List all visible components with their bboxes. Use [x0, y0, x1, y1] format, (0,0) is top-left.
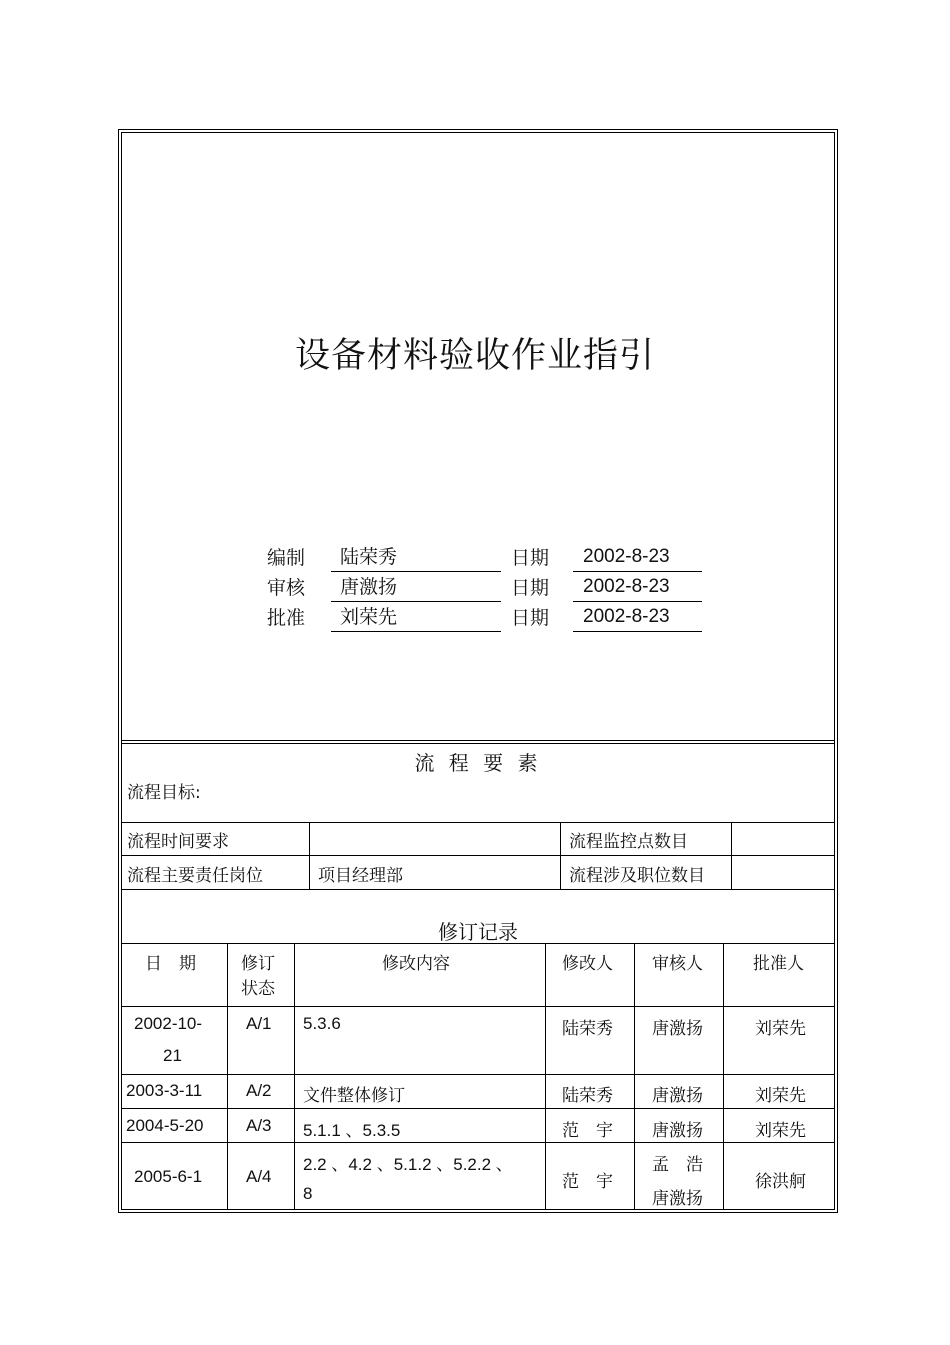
revision-status: A/2	[246, 1081, 272, 1100]
col-reviewer-header: 审核人	[652, 954, 703, 974]
col-status-header: 修订	[241, 954, 275, 974]
divider	[121, 740, 835, 741]
revision-date: 2004-5-20	[126, 1116, 204, 1135]
revision-approver: 徐洪舸	[755, 1172, 806, 1192]
col-modifier-header: 修改人	[562, 954, 613, 974]
revision-reviewer: 唐激扬	[652, 1019, 703, 1039]
revision-heading: 修订记录	[438, 920, 518, 944]
col-content-header: 修改内容	[382, 954, 450, 974]
col-approver-header: 批准人	[753, 954, 804, 974]
divider	[634, 943, 635, 1210]
divider	[121, 1108, 835, 1109]
signoff-name: 陆荣秀	[331, 543, 501, 572]
revision-content: 5.1.1 、5.3.5	[303, 1121, 401, 1140]
divider	[121, 1006, 835, 1007]
revision-date: 2005-6-1	[134, 1167, 203, 1186]
revision-reviewer: 唐激扬	[652, 1189, 703, 1209]
revision-date: 21	[163, 1046, 182, 1065]
signoff-date-label: 日期	[511, 547, 550, 569]
revision-reviewer: 唐激扬	[652, 1121, 703, 1141]
divider	[121, 943, 835, 944]
divider	[731, 822, 732, 889]
col-status-header: 状态	[241, 979, 275, 999]
revision-content: 8	[303, 1184, 313, 1203]
signoff-date-label: 日期	[511, 577, 550, 599]
revision-status: A/1	[246, 1014, 272, 1033]
divider	[121, 889, 835, 890]
revision-content: 文件整体修订	[303, 1086, 405, 1106]
signoff-role: 审核	[267, 577, 306, 599]
signoff-date-label: 日期	[511, 607, 550, 629]
divider	[121, 855, 835, 856]
owner-position-value: 项目经理部	[318, 866, 403, 886]
signoff-role: 编制	[267, 547, 306, 569]
signoff-name: 唐激扬	[331, 573, 501, 602]
process-goal-label: 流程目标:	[127, 783, 201, 803]
divider	[121, 822, 835, 823]
signoff-date: 2002-8-23	[573, 543, 702, 572]
divider	[723, 943, 724, 1210]
revision-modifier: 范 宇	[562, 1172, 613, 1192]
signoff-name: 刘荣先	[331, 603, 501, 632]
revision-content: 5.3.6	[303, 1014, 341, 1033]
revision-reviewer: 孟 浩	[652, 1155, 703, 1175]
revision-date: 2002-10-	[134, 1014, 203, 1033]
revision-approver: 刘荣先	[755, 1121, 806, 1141]
revision-status: A/3	[246, 1116, 272, 1135]
signoff-date: 2002-8-23	[573, 573, 702, 602]
owner-position-label: 流程主要责任岗位	[127, 866, 263, 886]
divider	[309, 822, 310, 889]
positions-count-label: 流程涉及职位数目	[569, 866, 705, 886]
divider	[121, 743, 835, 744]
divider	[227, 943, 228, 1210]
revision-approver: 刘荣先	[755, 1086, 806, 1106]
divider	[294, 943, 295, 1210]
signoff-date: 2002-8-23	[573, 603, 702, 632]
col-date-header: 日 期	[145, 954, 196, 974]
revision-content: 2.2 、4.2 、5.1.2 、5.2.2 、	[303, 1155, 513, 1174]
revision-approver: 刘荣先	[755, 1019, 806, 1039]
revision-modifier: 陆荣秀	[562, 1019, 613, 1039]
revision-date: 2003-3-11	[126, 1081, 203, 1100]
monitor-points-label: 流程监控点数目	[569, 832, 688, 852]
time-requirement-label: 流程时间要求	[127, 832, 229, 852]
revision-modifier: 陆荣秀	[562, 1086, 613, 1106]
revision-modifier: 范 宇	[562, 1121, 613, 1141]
signoff-role: 批准	[267, 607, 306, 629]
divider	[545, 943, 546, 1210]
divider	[560, 822, 561, 889]
divider	[121, 1074, 835, 1075]
process-heading: 流 程 要 素	[414, 751, 542, 775]
revision-reviewer: 唐激扬	[652, 1086, 703, 1106]
revision-status: A/4	[246, 1167, 272, 1186]
page-border-inner	[121, 132, 835, 1210]
document-title: 设备材料验收作业指引	[294, 336, 655, 376]
divider	[121, 1142, 835, 1143]
